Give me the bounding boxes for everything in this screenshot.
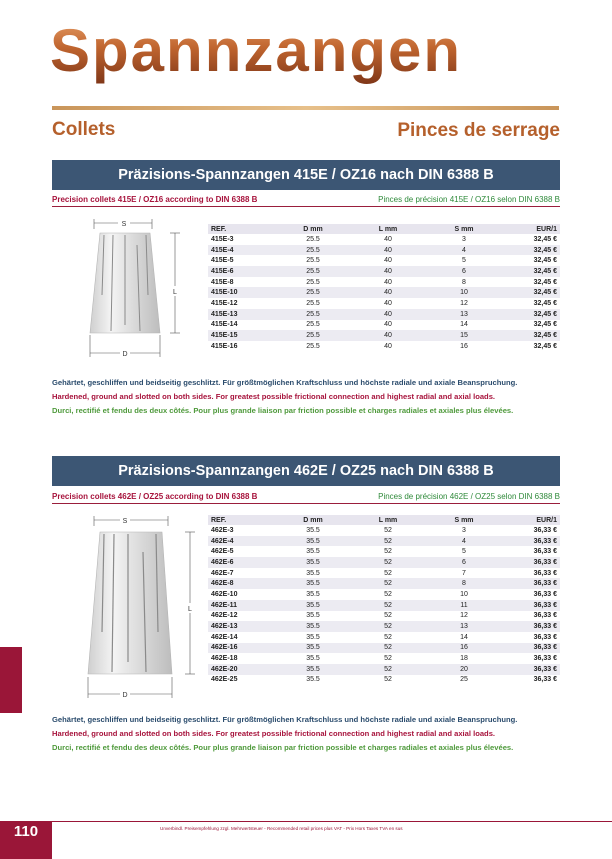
cell-diameter: 25.5 [276, 266, 350, 277]
cell-length: 52 [384, 633, 392, 641]
chapter-tab [0, 647, 22, 713]
table-row [208, 664, 560, 675]
cell-ref: 415E-13 [208, 309, 276, 320]
cell-ref: 415E-10 [208, 287, 276, 298]
cell-ref: 415E-6 [208, 266, 276, 277]
cell-clamping-range: 6 [426, 557, 502, 568]
cell-clamping-range: 5 [462, 257, 466, 265]
table-row [208, 255, 560, 266]
collet-drawing-415e [80, 215, 190, 365]
table-row [208, 600, 560, 611]
cell-ref: 415E-3 [211, 235, 234, 243]
cell-ref: 462E-7 [211, 569, 234, 577]
dim-label-s: S [122, 518, 128, 525]
cell-price: 32,45 € [502, 266, 560, 277]
table-row [208, 266, 560, 277]
table-body-462e [208, 525, 560, 685]
cell-diameter: 35.5 [276, 600, 350, 611]
cell-diameter: 25.5 [276, 309, 350, 320]
table-row [208, 675, 560, 686]
cell-clamping-range: 18 [460, 655, 468, 663]
section-title-en-462e: Precision collets 462E / OZ25 according to DIN 6388 B [52, 492, 258, 501]
cell-clamping-range: 10 [460, 590, 468, 598]
cell-diameter: 35.5 [306, 655, 320, 663]
cell-price: 36,33 € [533, 526, 557, 534]
column-header-price: EUR/1 [502, 224, 560, 234]
cell-ref: 462E-8 [208, 578, 276, 589]
cell-price: 32,45 € [533, 342, 557, 350]
table-row [208, 546, 560, 557]
cell-length: 52 [384, 655, 392, 663]
cell-length: 40 [350, 309, 426, 320]
column-header-price: EUR/1 [502, 515, 560, 525]
cell-clamping-range: 15 [426, 330, 502, 341]
column-header-ref: REF. [208, 224, 276, 234]
cell-price: 32,45 € [533, 321, 557, 329]
description-462e [52, 713, 572, 755]
cell-length: 52 [350, 600, 426, 611]
page-title: Spannzangen [50, 16, 570, 86]
cell-clamping-range: 4 [426, 536, 502, 547]
cell-clamping-range: 4 [426, 245, 502, 256]
cell-clamping-range: 11 [426, 600, 502, 611]
cell-price: 36,33 € [533, 569, 557, 577]
spec-table-462e [208, 515, 560, 685]
cell-diameter: 25.5 [276, 245, 350, 256]
cell-price: 32,45 € [533, 235, 557, 243]
table-row [208, 536, 560, 547]
cell-diameter: 35.5 [276, 664, 350, 675]
column-header-l: L mm [350, 224, 426, 234]
description-415e [52, 376, 572, 418]
cell-price: 36,33 € [533, 655, 557, 663]
cell-diameter: 35.5 [276, 536, 350, 547]
table-row [208, 568, 560, 579]
cell-length: 52 [384, 590, 392, 598]
table-body-415e [208, 234, 560, 352]
cell-diameter: 35.5 [306, 590, 320, 598]
cell-clamping-range: 8 [462, 278, 466, 286]
cell-diameter: 35.5 [306, 526, 320, 534]
cell-clamping-range: 12 [460, 612, 468, 620]
column-header-d: D mm [276, 515, 350, 525]
cell-ref: 462E-6 [208, 557, 276, 568]
cell-ref: 462E-13 [208, 621, 276, 632]
cell-diameter: 35.5 [306, 548, 320, 556]
cell-length: 52 [350, 643, 426, 654]
cell-length: 40 [384, 342, 392, 350]
cell-ref: 415E-15 [208, 330, 276, 341]
description-german: Gehärtet, geschliffen und beidseitig geschlitzt. Für größtmöglichen Kraftschluss und höchste radiale und axiale Beanspruchung. [52, 715, 518, 724]
section-title-fr-462e: Pinces de précision 462E / OZ25 selon DIN 6388 B [378, 492, 560, 501]
cell-price: 32,45 € [502, 287, 560, 298]
cell-diameter: 25.5 [276, 287, 350, 298]
cell-clamping-range: 3 [462, 235, 466, 243]
cell-price: 36,33 € [533, 633, 557, 641]
cell-ref: 462E-11 [208, 600, 276, 611]
cell-clamping-range: 25 [460, 676, 468, 684]
cell-diameter: 35.5 [306, 633, 320, 641]
cell-clamping-range: 14 [460, 633, 468, 641]
cell-clamping-range: 3 [462, 526, 466, 534]
cell-diameter: 25.5 [276, 330, 350, 341]
cell-price: 36,33 € [502, 600, 560, 611]
cell-length: 40 [350, 245, 426, 256]
cell-ref: 462E-10 [211, 590, 238, 598]
cell-price: 36,33 € [533, 590, 557, 598]
collet-drawing-462e [80, 512, 205, 704]
cell-diameter: 35.5 [306, 676, 320, 684]
cell-clamping-range: 13 [426, 621, 502, 632]
cell-clamping-range: 20 [426, 664, 502, 675]
cell-price: 36,33 € [502, 536, 560, 547]
cell-diameter: 25.5 [306, 235, 320, 243]
column-header-s: S mm [426, 224, 502, 234]
section-title-en-415e: Precision collets 415E / OZ16 according to DIN 6388 B [52, 195, 258, 204]
description-english: Hardened, ground and slotted on both sides. For greatest possible frictional connection and highest radial and axial loads. [52, 392, 496, 401]
cell-diameter: 35.5 [276, 578, 350, 589]
column-header-ref: REF. [208, 515, 276, 525]
table-row [208, 632, 560, 643]
cell-length: 40 [384, 321, 392, 329]
cell-price: 36,33 € [502, 557, 560, 568]
cell-price: 32,45 € [533, 278, 557, 286]
cell-diameter: 25.5 [306, 342, 320, 350]
cell-length: 52 [350, 578, 426, 589]
footer-divider [52, 821, 612, 822]
cell-clamping-range: 13 [426, 309, 502, 320]
section-divider-462e [52, 503, 560, 504]
cell-price: 32,45 € [533, 257, 557, 265]
cell-ref: 462E-12 [211, 612, 238, 620]
page-number: 110 [0, 821, 52, 859]
cell-ref: 415E-16 [211, 342, 238, 350]
cell-diameter: 35.5 [306, 569, 320, 577]
cell-length: 52 [350, 536, 426, 547]
cell-diameter: 35.5 [276, 643, 350, 654]
cell-length: 40 [350, 330, 426, 341]
table-row [208, 320, 560, 331]
section-title-fr-415e: Pinces de précision 415E / OZ16 selon DIN 6388 B [378, 195, 560, 204]
cell-clamping-range: 16 [460, 342, 468, 350]
table-row [208, 298, 560, 309]
cell-price: 36,33 € [502, 621, 560, 632]
table-row [208, 525, 560, 536]
table-row [208, 330, 560, 341]
cell-length: 52 [384, 526, 392, 534]
cell-clamping-range: 6 [426, 266, 502, 277]
table-row [208, 621, 560, 632]
footer-price-note: Unverbindl. Preisempfehlung zzgl. Mehrwertsteuer - Recommended retail prices plus VAT - Prix Hors Taxes TVA en sus [160, 826, 403, 831]
cell-ref: 415E-12 [211, 299, 238, 307]
cell-clamping-range: 8 [426, 578, 502, 589]
section-banner-462e: Präzisions-Spannzangen 462E / OZ25 nach DIN 6388 B [52, 456, 560, 486]
cell-price: 36,33 € [502, 664, 560, 675]
header-divider [52, 106, 559, 110]
table-header-row [208, 515, 560, 525]
dim-label-l: L [188, 606, 192, 613]
section-banner-415e: Präzisions-Spannzangen 415E / OZ16 nach DIN 6388 B [52, 160, 560, 190]
cell-ref: 462E-14 [211, 633, 238, 641]
description-german: Gehärtet, geschliffen und beidseitig geschlitzt. Für größtmöglichen Kraftschluss und höchste radiale und axiale Beanspruchung. [52, 378, 518, 387]
cell-diameter: 25.5 [306, 257, 320, 265]
cell-price: 36,33 € [533, 676, 557, 684]
cell-price: 36,33 € [502, 578, 560, 589]
table-row [208, 309, 560, 320]
cell-diameter: 35.5 [276, 557, 350, 568]
dim-label-d: D [122, 692, 128, 699]
cell-length: 52 [384, 612, 392, 620]
spec-table-415e [208, 224, 560, 352]
table-row [208, 643, 560, 654]
column-header-l: L mm [350, 515, 426, 525]
column-header-s: S mm [426, 515, 502, 525]
description-french: Durci, rectifié et fendu des deux côtés. Pour plus grande liaison par friction possible et charges radiales et axiales plus élevées. [52, 406, 514, 415]
cell-ref: 462E-4 [208, 536, 276, 547]
cell-price: 36,33 € [533, 548, 557, 556]
table-row [208, 611, 560, 622]
dim-label-l: L [173, 289, 177, 296]
cell-clamping-range: 14 [460, 321, 468, 329]
table-row [208, 557, 560, 568]
cell-diameter: 35.5 [276, 621, 350, 632]
cell-diameter: 25.5 [306, 321, 320, 329]
dim-label-s: S [121, 221, 127, 228]
cell-ref: 462E-5 [211, 548, 234, 556]
column-header-d: D mm [276, 224, 350, 234]
cell-diameter: 25.5 [306, 299, 320, 307]
cell-length: 40 [384, 278, 392, 286]
cell-length: 52 [384, 569, 392, 577]
cell-ref: 415E-4 [208, 245, 276, 256]
subtitle-french: Pinces de serrage [397, 120, 560, 141]
table-row [208, 578, 560, 589]
cell-diameter: 25.5 [306, 278, 320, 286]
cell-length: 40 [384, 235, 392, 243]
cell-price: 32,45 € [533, 299, 557, 307]
cell-ref: 462E-3 [211, 526, 234, 534]
table-row [208, 589, 560, 600]
cell-length: 40 [350, 287, 426, 298]
cell-length: 40 [350, 266, 426, 277]
cell-price: 36,33 € [502, 643, 560, 654]
subtitle-english: Collets [52, 119, 116, 140]
table-row [208, 341, 560, 352]
cell-length: 40 [384, 299, 392, 307]
table-row [208, 245, 560, 256]
cell-length: 40 [384, 257, 392, 265]
cell-ref: 415E-14 [211, 321, 238, 329]
cell-length: 52 [350, 621, 426, 632]
cell-ref: 415E-8 [211, 278, 234, 286]
cell-length: 52 [384, 676, 392, 684]
table-header-row [208, 224, 560, 234]
cell-length: 52 [384, 548, 392, 556]
cell-price: 32,45 € [502, 330, 560, 341]
cell-ref: 462E-25 [211, 676, 238, 684]
cell-ref: 462E-20 [208, 664, 276, 675]
cell-ref: 415E-5 [211, 257, 234, 265]
cell-price: 32,45 € [502, 245, 560, 256]
table-row [208, 277, 560, 288]
cell-length: 52 [350, 664, 426, 675]
dim-label-d: D [122, 351, 128, 358]
cell-clamping-range: 7 [462, 569, 466, 577]
cell-ref: 462E-18 [211, 655, 238, 663]
table-row [208, 653, 560, 664]
cell-length: 52 [350, 557, 426, 568]
cell-diameter: 35.5 [306, 612, 320, 620]
cell-clamping-range: 16 [426, 643, 502, 654]
cell-clamping-range: 5 [462, 548, 466, 556]
cell-price: 32,45 € [502, 309, 560, 320]
cell-clamping-range: 10 [426, 287, 502, 298]
cell-clamping-range: 12 [460, 299, 468, 307]
section-divider-415e [52, 206, 560, 207]
table-row [208, 287, 560, 298]
cell-ref: 462E-16 [208, 643, 276, 654]
cell-price: 36,33 € [533, 612, 557, 620]
description-english: Hardened, ground and slotted on both sides. For greatest possible frictional connection and highest radial and axial loads. [52, 729, 496, 738]
description-french: Durci, rectifié et fendu des deux côtés. Pour plus grande liaison par friction possible et charges radiales et axiales plus élevées. [52, 743, 514, 752]
table-row [208, 234, 560, 245]
